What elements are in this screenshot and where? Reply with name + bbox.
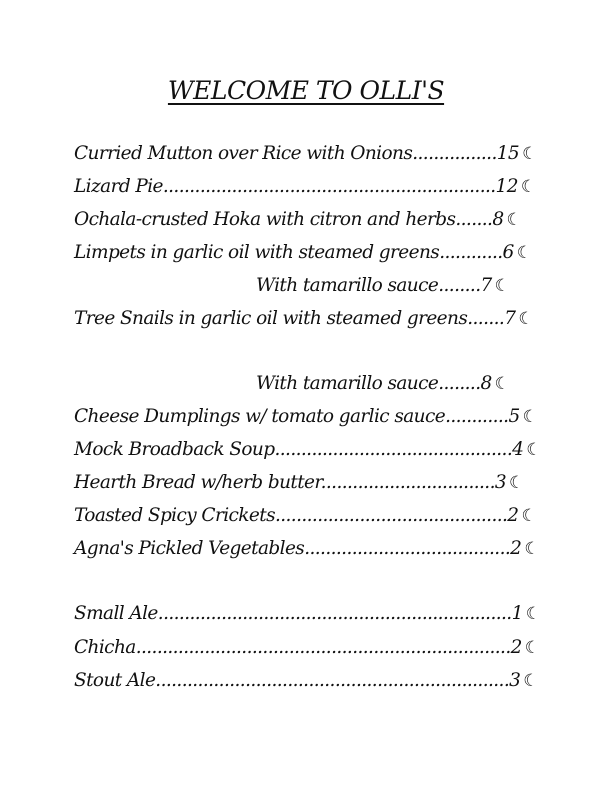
moon-icon: ☾ [523, 671, 538, 691]
menu-item-tree-snails-tamarillo: With tamarillo sauce........8 ☾ [256, 373, 510, 394]
moon-icon: ☾ [518, 309, 534, 329]
moon-icon: ☾ [524, 638, 540, 658]
menu-item-broadback-soup: Mock Broadback Soup.............................................4 ☾ [74, 439, 541, 460]
menu-item-pickled-vegetables: Agna's Pickled Vegetables.......................................2 ☾ [74, 538, 539, 559]
moon-icon: ☾ [524, 539, 539, 559]
moon-icon: ☾ [494, 276, 510, 296]
menu-item-tree-snails: Tree Snails in garlic oil with steamed greens.......7 ☾ [74, 308, 534, 329]
moon-icon: ☾ [522, 407, 538, 427]
menu-item-stout-ale: Stout Ale...................................................................3 ☾ [74, 670, 538, 691]
menu-item-ochala-hoka: Ochala-crusted Hoka with citron and herbs.......8 ☾ [74, 209, 522, 230]
menu-item-limpets-tamarillo: With tamarillo sauce........7 ☾ [256, 275, 510, 296]
menu-title: WELCOME TO OLLI'S [167, 76, 445, 105]
menu-item-small-ale: Small Ale...................................................................1 ☾ [74, 603, 541, 624]
moon-icon: ☾ [522, 144, 537, 164]
moon-icon: ☾ [525, 604, 541, 624]
moon-icon: ☾ [494, 374, 510, 394]
moon-icon: ☾ [509, 473, 524, 493]
menu-item-spicy-crickets: Toasted Spicy Crickets............................................2 ☾ [74, 505, 537, 526]
moon-icon: ☾ [526, 440, 541, 460]
menu-item-chicha: Chicha.......................................................................2 ☾ [74, 637, 540, 658]
menu-item-limpets: Limpets in garlic oil with steamed greens............6 ☾ [74, 242, 532, 263]
menu-item-curried-mutton: Curried Mutton over Rice with Onions................15 ☾ [74, 143, 537, 164]
menu-item-cheese-dumplings: Cheese Dumplings w/ tomato garlic sauce............5 ☾ [74, 406, 538, 427]
moon-icon: ☾ [516, 243, 532, 263]
moon-icon: ☾ [506, 210, 522, 230]
moon-icon: ☾ [521, 506, 537, 526]
menu-item-hearth-bread: Hearth Bread w/herb butter.................................3 ☾ [74, 472, 524, 493]
menu-item-lizard-pie: Lizard Pie...............................................................12 ☾ [74, 176, 536, 197]
moon-icon: ☾ [520, 177, 536, 197]
